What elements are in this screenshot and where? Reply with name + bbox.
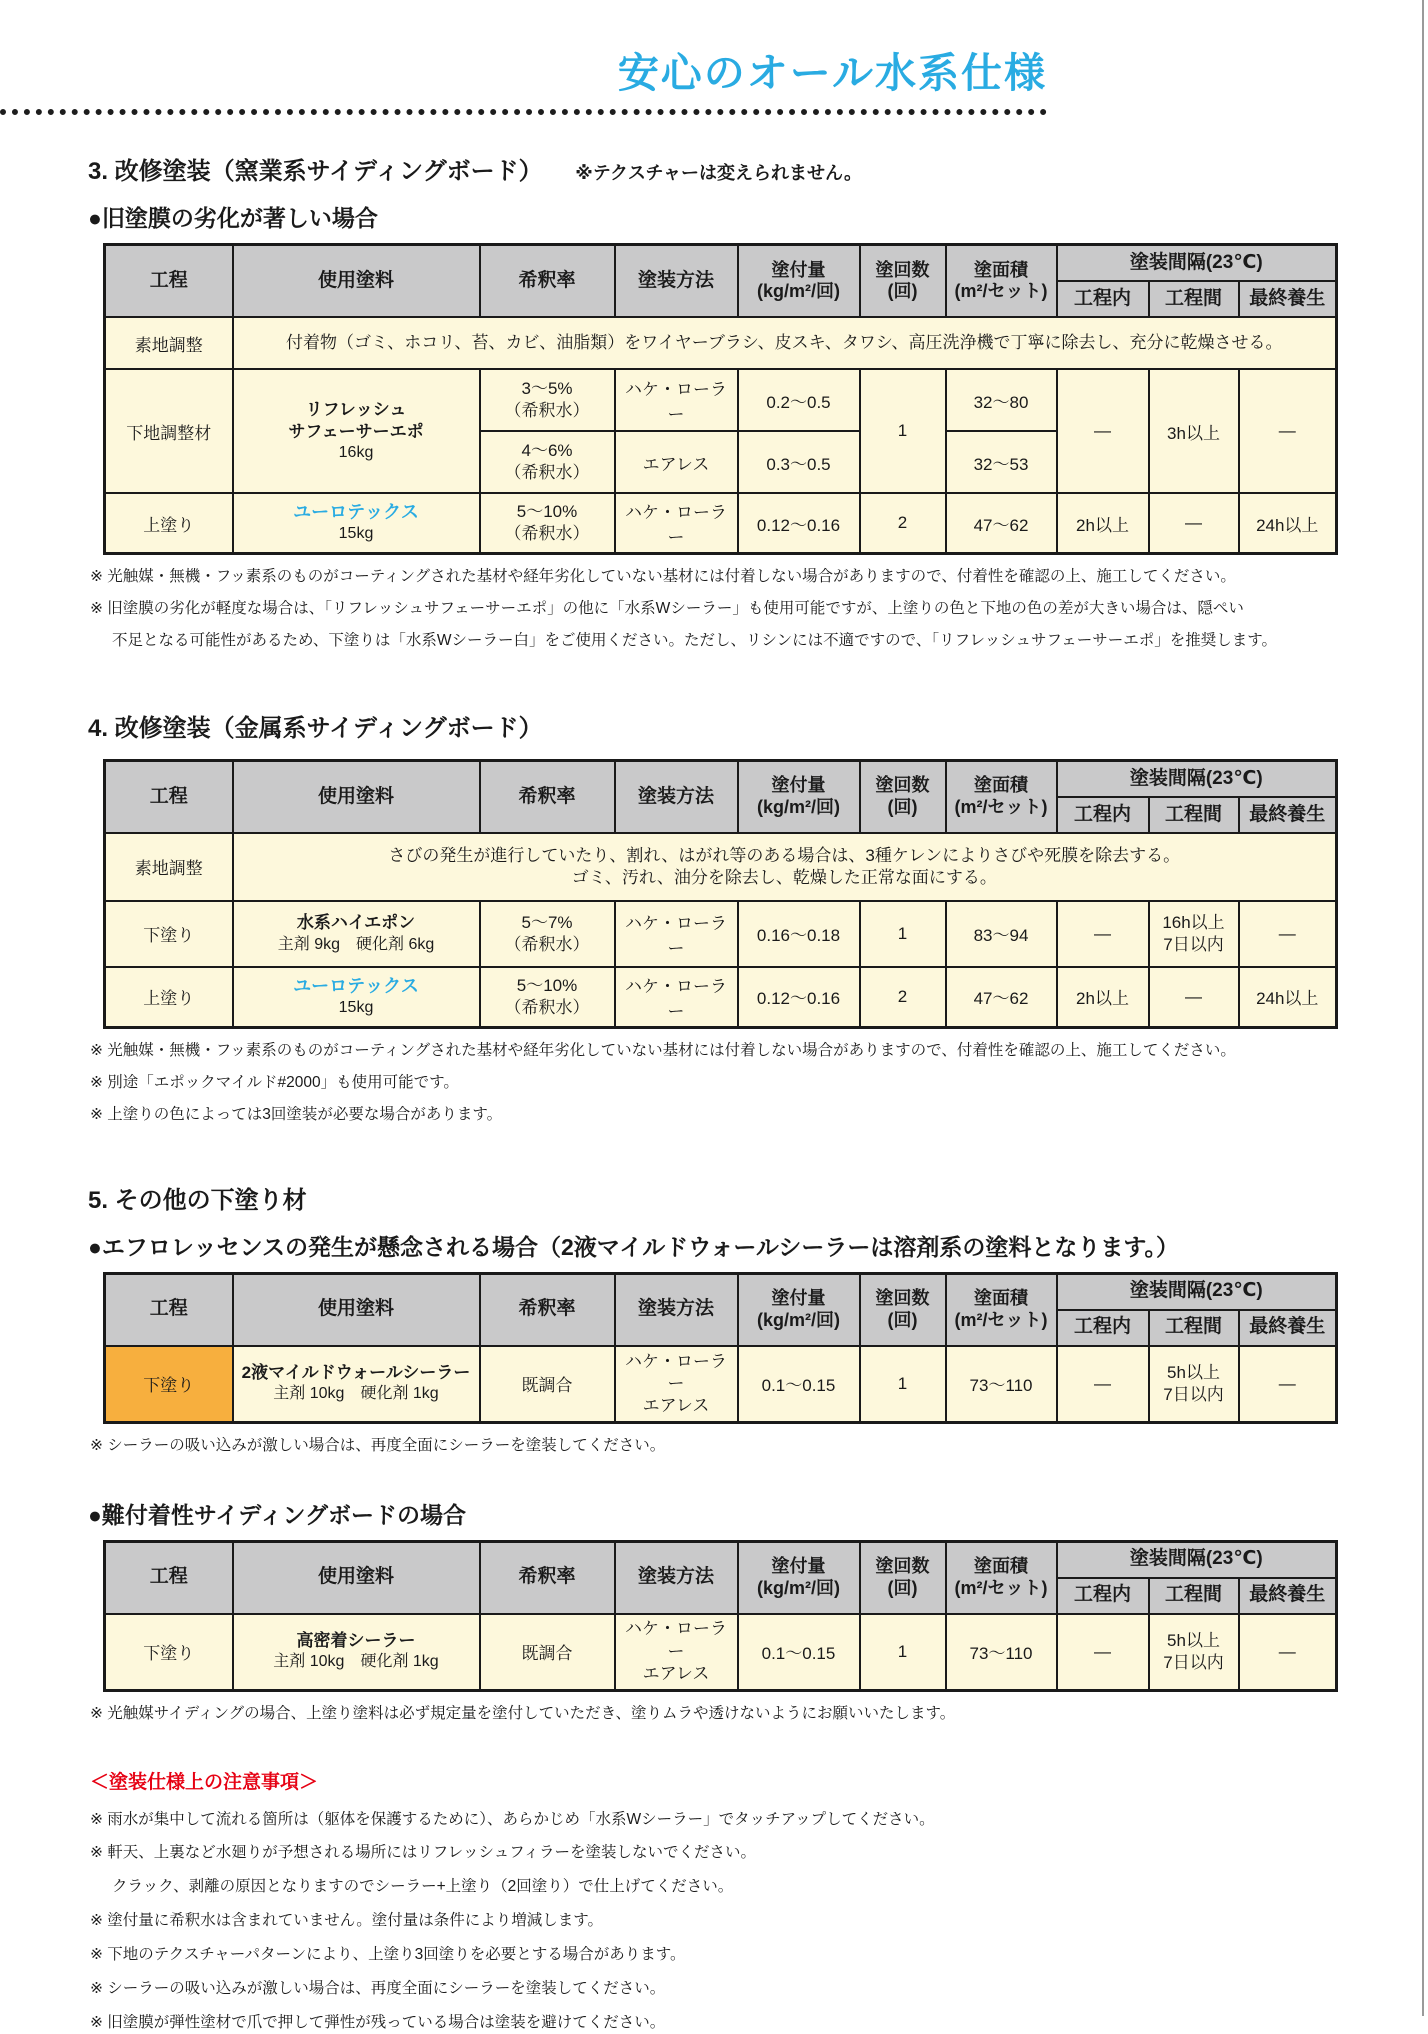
dilution-note: （希釈水） bbox=[504, 934, 590, 954]
paint-brand: 水系ハイエポン bbox=[296, 913, 416, 933]
cell-dilution bbox=[480, 901, 615, 967]
cell-amount: 0.3〜0.5 bbox=[738, 431, 860, 493]
cell-amount: 0.2〜0.5 bbox=[738, 369, 860, 431]
dilution-value: 3〜5% bbox=[521, 379, 573, 399]
cell-interval-between: 3h以上 bbox=[1149, 369, 1239, 493]
cell-area: 73〜110 bbox=[946, 1614, 1057, 1691]
cell-area: 47〜62 bbox=[946, 967, 1057, 1028]
paint-size: 15kg bbox=[338, 525, 374, 543]
section3-subheading: ●旧塗膜の劣化が著しい場合 bbox=[88, 205, 378, 232]
cell-interval-between: — bbox=[1149, 493, 1239, 554]
col-header-process: 工程 bbox=[105, 760, 233, 833]
col-header-area-line2: (m²/セット) bbox=[954, 281, 1048, 302]
dilution-value: 5〜10% bbox=[516, 502, 578, 522]
col-header-interval-in: 工程内 bbox=[1057, 281, 1149, 317]
texture-note: ※テクスチャーは変えられません。 bbox=[575, 163, 863, 184]
cell-paint-name bbox=[233, 901, 480, 967]
cell-method: エアレス bbox=[615, 431, 738, 493]
cell-amount: 0.1〜0.15 bbox=[738, 1346, 860, 1423]
interval-line1: 5h以上 bbox=[1167, 1630, 1220, 1650]
note-line: ※ 光触媒・無機・フッ素系のものがコーティングされた基材や経年劣化していない基材には付着しない場合がありますので、付着性を確認の上、施工してください。 bbox=[90, 568, 1236, 586]
cell-interval-in: 2h以上 bbox=[1057, 967, 1149, 1028]
col-header-amount-line2: (kg/m²/回) bbox=[757, 1577, 840, 1598]
cell-process-label: 上塗り bbox=[105, 967, 233, 1028]
cell-process-label: 上塗り bbox=[105, 493, 233, 554]
cell-count: 1 bbox=[860, 369, 946, 493]
cell-interval-between: — bbox=[1149, 967, 1239, 1028]
cell-amount: 0.12〜0.16 bbox=[738, 493, 860, 554]
cell-method: ハケ・ローラー bbox=[615, 493, 738, 554]
col-header-count-line1: 塗回数 bbox=[875, 1288, 930, 1309]
cell-interval-between bbox=[1149, 1614, 1239, 1691]
table-row bbox=[105, 1346, 1337, 1423]
col-header-amount bbox=[738, 1541, 860, 1614]
cell-method bbox=[615, 1346, 738, 1423]
section3-notes bbox=[90, 567, 1428, 652]
caution-heading: ＜塗装仕様上の注意事項＞ bbox=[90, 1771, 319, 1793]
note-line: ※ 光触媒サイディングの場合、上塗り塗料は必ず規定量を塗付していただき、塗りムラや透けないようにお願いいたします。 bbox=[90, 1704, 956, 1722]
cell-final-cure: — bbox=[1239, 1346, 1337, 1423]
col-header-area-line2: (m²/セット) bbox=[954, 1577, 1048, 1598]
cell-area: 32〜80 bbox=[946, 369, 1057, 431]
metal-siding-table bbox=[103, 759, 1338, 1029]
table-row bbox=[105, 833, 1337, 901]
note-line-continuation: 不足となる可能性があるため、下塗りは「水系Wシーラー白」をご使用ください。ただし、リシンには不適ですので、「リフレッシュサフェーサーエポ」を推奨します。 bbox=[112, 631, 1277, 649]
col-header-area-line1: 塗面積 bbox=[974, 775, 1028, 796]
cell-area: 32〜53 bbox=[946, 431, 1057, 493]
interval-line2: 7日以内 bbox=[1163, 934, 1224, 954]
table-row bbox=[105, 317, 1337, 369]
paint-brand: ユーロテックス bbox=[293, 502, 419, 523]
paint-name-line2: サフェーサーエポ bbox=[288, 421, 424, 441]
col-header-amount-line1: 塗付量 bbox=[771, 775, 826, 796]
cell-surface-prep-desc: 付着物（ゴミ、ホコリ、苔、カビ、油脂類）をワイヤーブラシ、皮スキ、タワシ、高圧洗浄機で丁寧に除去し、充分に乾燥させる。 bbox=[233, 317, 1337, 369]
col-header-method: 塗装方法 bbox=[615, 760, 738, 833]
surface-desc-line2: ゴミ、汚れ、油分を除去し、乾燥した正常な面にする。 bbox=[571, 867, 997, 887]
efflorescence-note bbox=[90, 1436, 1428, 1457]
interval-line2: 7日以内 bbox=[1163, 1652, 1224, 1672]
col-header-interval-in: 工程内 bbox=[1057, 1310, 1149, 1346]
cell-count: 1 bbox=[860, 1614, 946, 1691]
col-header-final-cure: 最終養生 bbox=[1239, 1578, 1337, 1614]
col-header-amount-line1: 塗付量 bbox=[771, 1288, 826, 1309]
col-header-interval-between: 工程間 bbox=[1149, 797, 1239, 833]
col-header-paint: 使用塗料 bbox=[233, 1541, 480, 1614]
col-header-paint: 使用塗料 bbox=[233, 1273, 480, 1346]
table-row bbox=[105, 493, 1337, 554]
note-line: ※ 旧塗膜の劣化が軽度な場合は、「リフレッシュサフェーサーエポ」の他に「水系Wシーラー」も使用可能ですが、上塗りの色と下地の色の差が大きい場合は、隠ぺい bbox=[90, 600, 1244, 618]
cell-dilution bbox=[480, 967, 615, 1028]
dilution-note: （希釈水） bbox=[504, 524, 590, 544]
col-header-area-line1: 塗面積 bbox=[974, 259, 1028, 280]
note-line: ※ 軒天、上裏など水廻りが予想される場所にはリフレッシュフィラーを塗装しないでください。 bbox=[90, 1844, 756, 1862]
col-header-area bbox=[946, 1273, 1057, 1346]
table-row bbox=[105, 967, 1337, 1028]
surface-desc-line1: さびの発生が進行していたり、割れ、はがれ等のある場合は、3種ケレンによりさびや死膜を除去する。 bbox=[388, 845, 1181, 865]
cell-amount: 0.12〜0.16 bbox=[738, 967, 860, 1028]
adhesion-table bbox=[103, 1540, 1338, 1692]
section4-heading: 4. 改修塗装（金属系サイディングボード） bbox=[88, 714, 543, 742]
paint-size: 15kg bbox=[338, 999, 374, 1017]
col-header-count-line2: (回) bbox=[887, 281, 918, 302]
cell-interval-in: — bbox=[1057, 1346, 1149, 1423]
col-header-count-line1: 塗回数 bbox=[875, 775, 930, 796]
col-header-count bbox=[860, 760, 946, 833]
dilution-note: （希釈水） bbox=[504, 401, 590, 421]
note-line: ※ シーラーの吸い込みが激しい場合は、再度全面にシーラーを塗装してください。 bbox=[90, 1436, 666, 1454]
dilution-value: 5〜7% bbox=[521, 912, 573, 932]
interval-line1: 16h以上 bbox=[1162, 912, 1225, 932]
cell-final-cure: — bbox=[1239, 1614, 1337, 1691]
col-header-area-line1: 塗面積 bbox=[974, 1556, 1028, 1576]
col-header-interval-in: 工程内 bbox=[1057, 797, 1149, 833]
cell-count: 2 bbox=[860, 967, 946, 1028]
col-header-method: 塗装方法 bbox=[615, 1541, 738, 1614]
cell-count: 2 bbox=[860, 493, 946, 554]
col-header-count-line2: (回) bbox=[887, 1577, 918, 1598]
col-header-interval-group: 塗装間隔(23℃) bbox=[1057, 1541, 1337, 1578]
col-header-amount-line2: (kg/m²/回) bbox=[757, 796, 840, 817]
note-line: ※ 光触媒・無機・フッ素系のものがコーティングされた基材や経年劣化していない基材には付着しない場合がありますので、付着性を確認の上、施工してください。 bbox=[90, 1041, 1236, 1059]
page-title: 安心のオール水系仕様 bbox=[617, 50, 1047, 96]
col-header-count-line2: (回) bbox=[887, 1309, 918, 1330]
cell-area: 73〜110 bbox=[946, 1346, 1057, 1423]
col-header-interval-group: 塗装間隔(23℃) bbox=[1057, 245, 1337, 282]
col-header-amount bbox=[738, 245, 860, 318]
col-header-interval-in: 工程内 bbox=[1057, 1578, 1149, 1614]
dilution-value: 4〜6% bbox=[521, 441, 573, 461]
cell-paint-name bbox=[233, 369, 480, 493]
col-header-count-line1: 塗回数 bbox=[875, 259, 930, 280]
cell-process-label: 素地調整 bbox=[105, 317, 233, 369]
cell-method: ハケ・ローラー bbox=[615, 369, 738, 431]
cell-paint-name bbox=[233, 493, 480, 554]
col-header-dilution: 希釈率 bbox=[480, 760, 615, 833]
cell-dilution bbox=[480, 369, 615, 431]
col-header-interval-group: 塗装間隔(23℃) bbox=[1057, 760, 1337, 797]
note-line: ※ 旧塗膜が弾性塗材で爪で押して弾性が残っている場合は塗装を避けてください。 bbox=[90, 2014, 666, 2032]
cell-process-label: 下塗り bbox=[105, 901, 233, 967]
note-line-continuation: クラック、剥離の原因となりますのでシーラー+上塗り（2回塗り）で仕上げてください。 bbox=[112, 1878, 734, 1896]
col-header-method: 塗装方法 bbox=[615, 1273, 738, 1346]
cell-dilution bbox=[480, 493, 615, 554]
paint-size: 主剤 10kg 硬化剤 1kg bbox=[273, 1653, 439, 1671]
col-header-process: 工程 bbox=[105, 1273, 233, 1346]
cell-interval-in: — bbox=[1057, 1614, 1149, 1691]
cell-count: 1 bbox=[860, 1346, 946, 1423]
col-header-dilution: 希釈率 bbox=[480, 1273, 615, 1346]
col-header-area-line2: (m²/セット) bbox=[954, 796, 1048, 817]
cell-final-cure: 24h以上 bbox=[1239, 967, 1337, 1028]
paint-brand: ユーロテックス bbox=[293, 975, 419, 996]
col-header-interval-between: 工程間 bbox=[1149, 1310, 1239, 1346]
section3-heading-text: 3. 改修塗装（窯業系サイディングボード） bbox=[88, 158, 543, 186]
col-header-interval-group: 塗装間隔(23℃) bbox=[1057, 1273, 1337, 1310]
note-line: ※ 雨水が集中して流れる箇所は（躯体を保護するために）、あらかじめ「水系Wシーラー」でタッチアップしてください。 bbox=[90, 1810, 935, 1828]
ceramic-siding-table bbox=[103, 243, 1338, 555]
paint-name-line1: リフレッシュ bbox=[305, 399, 407, 419]
col-header-interval-between: 工程間 bbox=[1149, 1578, 1239, 1614]
interval-line2: 7日以内 bbox=[1163, 1384, 1224, 1404]
cell-interval-between bbox=[1149, 1346, 1239, 1423]
col-header-count bbox=[860, 245, 946, 318]
dilution-note: （希釈水） bbox=[504, 997, 590, 1017]
col-header-amount-line2: (kg/m²/回) bbox=[757, 281, 840, 302]
col-header-final-cure: 最終養生 bbox=[1239, 281, 1337, 317]
col-header-area-line2: (m²/セット) bbox=[954, 1309, 1048, 1330]
col-header-amount-line1: 塗付量 bbox=[771, 1556, 826, 1576]
col-header-amount-line1: 塗付量 bbox=[771, 259, 826, 280]
cell-method: ハケ・ローラー bbox=[615, 967, 738, 1028]
cell-process-label: 下塗り bbox=[105, 1346, 233, 1423]
col-header-process: 工程 bbox=[105, 1541, 233, 1614]
col-header-count-line1: 塗回数 bbox=[875, 1556, 930, 1576]
dotted-divider bbox=[0, 109, 1047, 115]
col-header-method: 塗装方法 bbox=[615, 245, 738, 318]
cell-area: 47〜62 bbox=[946, 493, 1057, 554]
paint-size: 主剤 10kg 硬化剤 1kg bbox=[273, 1385, 439, 1403]
cell-amount: 0.1〜0.15 bbox=[738, 1614, 860, 1691]
cell-count: 1 bbox=[860, 901, 946, 967]
cell-interval-in: — bbox=[1057, 901, 1149, 967]
col-header-paint: 使用塗料 bbox=[233, 245, 480, 318]
paint-brand: 2液マイルドウォールシーラー bbox=[241, 1363, 471, 1383]
cell-method bbox=[615, 1614, 738, 1691]
cell-final-cure: — bbox=[1239, 369, 1337, 493]
col-header-count-line2: (回) bbox=[887, 796, 918, 817]
col-header-final-cure: 最終養生 bbox=[1239, 1310, 1337, 1346]
cell-process-label: 素地調整 bbox=[105, 833, 233, 901]
note-line: ※ 下地のテクスチャーパターンにより、上塗り3回塗りを必要とする場合があります。 bbox=[90, 1946, 686, 1964]
section4-notes bbox=[90, 1041, 1428, 1126]
page-header bbox=[88, 50, 1047, 115]
cell-paint-name bbox=[233, 1614, 480, 1691]
cell-final-cure: — bbox=[1239, 901, 1337, 967]
col-header-count bbox=[860, 1273, 946, 1346]
note-line: ※ 上塗りの色によっては3回塗装が必要な場合があります。 bbox=[90, 1105, 503, 1123]
cell-paint-name bbox=[233, 1346, 480, 1423]
cell-interval-in: — bbox=[1057, 369, 1149, 493]
col-header-area bbox=[946, 760, 1057, 833]
col-header-process: 工程 bbox=[105, 245, 233, 318]
cell-interval-in: 2h以上 bbox=[1057, 493, 1149, 554]
cell-paint-name bbox=[233, 967, 480, 1028]
col-header-dilution: 希釈率 bbox=[480, 245, 615, 318]
col-header-amount bbox=[738, 760, 860, 833]
cell-surface-prep-desc bbox=[233, 833, 1337, 901]
method-line2: エアレス bbox=[642, 1395, 710, 1415]
col-header-dilution: 希釈率 bbox=[480, 1541, 615, 1614]
method-line1: ハケ・ローラー bbox=[625, 1351, 727, 1393]
table-row bbox=[105, 901, 1337, 967]
cell-process-label: 下地調整材 bbox=[105, 369, 233, 493]
method-line2: エアレス bbox=[642, 1663, 710, 1683]
cell-process-label: 下塗り bbox=[105, 1614, 233, 1691]
scan-page-edge bbox=[1422, 0, 1424, 2016]
section5-heading: 5. その他の下塗り材 bbox=[88, 1186, 307, 1214]
col-header-area bbox=[946, 1541, 1057, 1614]
paint-size: 16kg bbox=[338, 443, 374, 461]
cell-dilution: 既調合 bbox=[480, 1614, 615, 1691]
section3-heading bbox=[88, 151, 1428, 186]
cell-dilution bbox=[480, 431, 615, 493]
cell-amount: 0.16〜0.18 bbox=[738, 901, 860, 967]
cell-dilution: 既調合 bbox=[480, 1346, 615, 1423]
col-header-final-cure: 最終養生 bbox=[1239, 797, 1337, 833]
cell-interval-between bbox=[1149, 901, 1239, 967]
adhesion-subheading: ●難付着性サイディングボードの場合 bbox=[88, 1501, 466, 1528]
dilution-value: 5〜10% bbox=[516, 975, 578, 995]
col-header-paint: 使用塗料 bbox=[233, 760, 480, 833]
col-header-interval-between: 工程間 bbox=[1149, 281, 1239, 317]
note-line: ※ 別途「エポックマイルド#2000」も使用可能です。 bbox=[90, 1073, 459, 1091]
cell-method: ハケ・ローラー bbox=[615, 901, 738, 967]
dilution-note: （希釈水） bbox=[504, 463, 590, 483]
col-header-area bbox=[946, 245, 1057, 318]
paint-brand: 高密着シーラー bbox=[296, 1631, 416, 1651]
caution-notes bbox=[90, 1810, 1428, 2034]
efflorescence-subheading: ●エフロレッセンスの発生が懸念される場合（2液マイルドウォールシーラーは溶剤系の塗料となります。） bbox=[88, 1233, 1180, 1260]
adhesion-note bbox=[90, 1704, 1428, 1725]
cell-area: 83〜94 bbox=[946, 901, 1057, 967]
col-header-amount-line2: (kg/m²/回) bbox=[757, 1309, 840, 1330]
method-line1: ハケ・ローラー bbox=[625, 1619, 727, 1661]
note-line: ※ シーラーの吸い込みが激しい場合は、再度全面にシーラーを塗装してください。 bbox=[90, 1980, 666, 1998]
col-header-amount bbox=[738, 1273, 860, 1346]
efflorescence-table bbox=[103, 1272, 1338, 1424]
col-header-count bbox=[860, 1541, 946, 1614]
table-row bbox=[105, 369, 1337, 431]
paint-size: 主剤 9kg 硬化剤 6kg bbox=[277, 935, 435, 953]
col-header-area-line1: 塗面積 bbox=[974, 1288, 1028, 1309]
cell-final-cure: 24h以上 bbox=[1239, 493, 1337, 554]
interval-line1: 5h以上 bbox=[1167, 1362, 1220, 1382]
note-line: ※ 塗付量に希釈水は含まれていません。塗付量は条件により増減します。 bbox=[90, 1912, 603, 1930]
table-row bbox=[105, 1614, 1337, 1691]
